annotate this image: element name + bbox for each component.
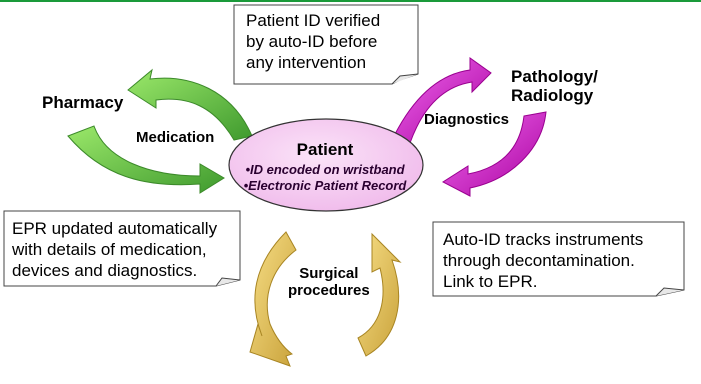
patient-bullet-epr: •Electronic Patient Record bbox=[243, 178, 407, 193]
note-right-line: through decontamination. bbox=[443, 251, 635, 270]
pathology-radiology-label bbox=[511, 68, 598, 105]
note-right-text bbox=[443, 229, 643, 292]
pathology-line: Pathology/ bbox=[511, 67, 598, 86]
patient-bullet-wristband: •ID encoded on wristband bbox=[245, 162, 405, 177]
surgical-line: Surgical bbox=[299, 265, 359, 282]
surgical-procedures-label bbox=[288, 266, 370, 299]
note-right-line: Auto-ID tracks instruments bbox=[443, 230, 644, 249]
note-top-text bbox=[246, 10, 380, 73]
radiology-line: Radiology bbox=[511, 85, 594, 105]
note-left-line: devices and diagnostics. bbox=[12, 261, 198, 280]
yellow-arrow-left bbox=[250, 232, 296, 366]
note-top-line: by auto-ID before bbox=[246, 32, 378, 51]
note-top-line: Patient ID verified bbox=[246, 11, 381, 30]
note-right-line: Link to EPR. bbox=[443, 272, 538, 291]
procedures-line: procedures bbox=[288, 281, 370, 299]
note-left-line: with details of medication, bbox=[12, 240, 207, 259]
top-rule bbox=[0, 0, 701, 2]
note-top-line: any intervention bbox=[246, 53, 367, 72]
medication-label: Medication bbox=[136, 129, 215, 146]
diagnostics-label: Diagnostics bbox=[424, 111, 510, 128]
note-left-line: EPR updated automatically bbox=[12, 219, 218, 238]
pharmacy-label: Pharmacy bbox=[42, 93, 124, 112]
note-left-text bbox=[12, 218, 217, 281]
patient-title: Patient bbox=[296, 140, 354, 159]
